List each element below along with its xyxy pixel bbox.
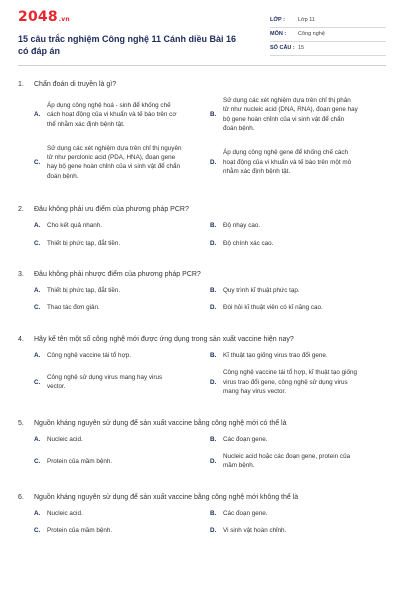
meta-value: Lớp 11 [298, 17, 315, 23]
answer-option[interactable] [34, 435, 210, 444]
option-text: Công nghệ sử dụng virus mang hay virus vector. [47, 373, 163, 391]
answer-option[interactable] [34, 286, 210, 295]
option-letter: A. [34, 509, 41, 517]
question-text [18, 270, 386, 279]
question-item [18, 419, 386, 479]
option-letter: B. [210, 111, 217, 119]
question-stem: Đâu không phải ưu điểm của phương pháp PCR? [34, 206, 189, 214]
answer-option[interactable] [34, 239, 210, 248]
option-letter: A. [34, 435, 41, 443]
document-header [18, 0, 386, 57]
site-logo[interactable] [18, 10, 238, 27]
option-text: Các đoạn gene. [223, 509, 268, 517]
meta-row [270, 14, 386, 28]
option-list [18, 509, 386, 544]
answer-option[interactable] [210, 96, 386, 134]
answer-option[interactable] [34, 303, 210, 312]
option-text: Nucleic acid. [47, 509, 83, 517]
meta-value: 15 [298, 45, 305, 51]
meta-label: MÔN : [270, 31, 287, 37]
option-letter: C. [34, 527, 41, 535]
option-text: Thiết bị phức tạp, đắt tiền. [47, 239, 121, 247]
answer-option[interactable] [210, 368, 386, 396]
option-list [18, 286, 386, 321]
answer-option[interactable] [210, 239, 386, 248]
option-letter: B. [210, 435, 217, 443]
question-text [18, 419, 386, 428]
answer-option[interactable] [34, 452, 210, 471]
option-letter: D. [210, 457, 217, 465]
answer-option[interactable] [34, 221, 210, 230]
logo-suffix: .vn [58, 16, 70, 23]
question-item [18, 270, 386, 321]
answer-option[interactable] [34, 96, 210, 134]
document-title: 15 câu trắc nghiệm Công nghệ 11 Cánh diều Bài 16 có đáp án [18, 34, 237, 56]
option-letter: B. [210, 287, 217, 295]
option-text: Sử dụng các xét nghiệm dựa trên chỉ thị phân tử như nucleic acid (DNA, RNA), đoạn gene hay bộ gene hoàn chỉnh của vi sinh vật để chẩn đoán bệnh. [223, 97, 358, 133]
question-stem: Đâu không phải nhược điểm của phương pháp PCR? [34, 271, 201, 279]
meta-row [270, 42, 386, 56]
question-item [18, 205, 386, 256]
option-text: Quy trình kĩ thuật phức tạp. [223, 287, 300, 295]
option-text: Vi sinh vật hoàn chỉnh. [223, 527, 287, 535]
option-text: Áp dụng công nghệ gene để khống chế cách hoạt động của vi khuẩn và tế bào trên một mô nhằm xác định bệnh tật. [223, 149, 352, 176]
option-letter: B. [210, 222, 217, 230]
question-text [18, 335, 386, 344]
answer-option[interactable] [210, 144, 386, 182]
answer-option[interactable] [34, 526, 210, 535]
option-letter: D. [210, 527, 217, 535]
answer-option[interactable] [34, 144, 210, 182]
option-list [18, 351, 386, 405]
option-text: Thao tác đơn giản. [47, 304, 100, 312]
answer-option[interactable] [210, 221, 386, 230]
option-text: Nucleic acid hoặc các đoạn gene, protein của mầm bệnh. [223, 452, 351, 470]
question-text [18, 80, 386, 89]
option-letter: B. [210, 351, 217, 359]
meta-label: LỚP : [270, 17, 285, 23]
question-number: 4. [18, 335, 24, 343]
option-letter: C. [34, 304, 41, 312]
question-number: 3. [18, 271, 24, 279]
header-divider [18, 65, 386, 66]
option-letter: D. [210, 158, 217, 166]
question-number: 1. [18, 81, 24, 88]
meta-value: Công nghệ [298, 31, 325, 37]
option-text: Các đoạn gene. [223, 435, 268, 443]
meta-label: SỐ CÂU : [270, 45, 295, 51]
option-letter: C. [34, 158, 41, 166]
option-letter: A. [34, 287, 41, 295]
option-text: Sử dụng các xét nghiệm dựa trên chỉ thị nguyên tử như perclonic acid (PDA, HNA), đoạn gene hay bộ gene hoàn chỉnh của vi sinh vật để chẩn đoán bệnh. [47, 144, 182, 180]
option-list [18, 221, 386, 256]
answer-option[interactable] [210, 452, 386, 471]
option-text: Protein của mầm bệnh. [47, 457, 113, 465]
question-stem: Nguồn kháng nguyên sử dụng để sản xuất vaccine bằng công nghệ mới có thể là [34, 419, 287, 427]
answer-option[interactable] [210, 509, 386, 518]
question-text [18, 493, 386, 502]
option-text: Đòi hỏi kĩ thuật viên có kĩ năng cao. [223, 304, 323, 312]
question-stem: Chẩn đoán di truyền là gì? [34, 81, 117, 88]
answer-option[interactable] [34, 351, 210, 360]
question-item [18, 493, 386, 544]
logo-text: 2048 [18, 9, 58, 25]
option-letter: C. [34, 457, 41, 465]
option-text: Nucleic acid. [47, 435, 83, 443]
answer-option[interactable] [210, 303, 386, 312]
option-text: Độ chính xác cao. [223, 239, 274, 247]
option-list [18, 96, 386, 191]
question-item [18, 335, 386, 405]
option-letter: B. [210, 509, 217, 517]
brand-block [18, 10, 238, 57]
option-text: Kĩ thuật tạo giống virus trao đổi gene. [223, 351, 328, 359]
option-letter: A. [34, 222, 41, 230]
option-text: Thiết bị phức tạp, đắt tiền. [47, 287, 121, 295]
answer-option[interactable] [34, 368, 210, 396]
option-text: Độ nhạy cao. [223, 222, 261, 230]
question-number: 5. [18, 419, 24, 427]
option-text: Áp dụng công nghệ hoá - sinh để khống chế cách hoạt động của vi khuẩn và tế bào trên cơ thể nhằm xác định bệnh tật. [47, 101, 177, 128]
question-stem: Nguồn kháng nguyên sử dụng để sản xuất vaccine bằng công nghệ mới không thể là [34, 493, 299, 501]
option-text: Công nghệ vaccine tái tổ hợp, kĩ thuật tạo giống virus trao đổi gene, công nghệ sử dụng virus mang hay virus vector. [223, 369, 358, 396]
meta-row [270, 28, 386, 42]
option-text: Protein của mầm bệnh. [47, 527, 113, 535]
question-stem: Hãy kể tên một số công nghệ mới được ứng dụng trong sản xuất vaccine hiện nay? [34, 335, 294, 343]
question-list [18, 80, 386, 544]
option-text: Công nghệ vaccine tái tổ hợp. [47, 351, 131, 359]
option-letter: A. [34, 351, 41, 359]
option-text: Cho kết quả nhanh. [47, 222, 102, 230]
answer-option[interactable] [210, 286, 386, 295]
answer-option[interactable] [210, 526, 386, 535]
question-text [18, 205, 386, 214]
option-letter: D. [210, 304, 217, 312]
option-list [18, 435, 386, 479]
answer-option[interactable] [210, 351, 386, 360]
question-item [18, 80, 386, 191]
option-letter: C. [34, 239, 41, 247]
question-number: 2. [18, 206, 24, 214]
option-letter: A. [34, 111, 41, 119]
option-letter: C. [34, 378, 41, 386]
option-letter: D. [210, 378, 217, 386]
option-letter: D. [210, 239, 217, 247]
question-number: 6. [18, 493, 24, 501]
answer-option[interactable] [210, 435, 386, 444]
meta-table [270, 14, 386, 57]
answer-option[interactable] [34, 509, 210, 518]
